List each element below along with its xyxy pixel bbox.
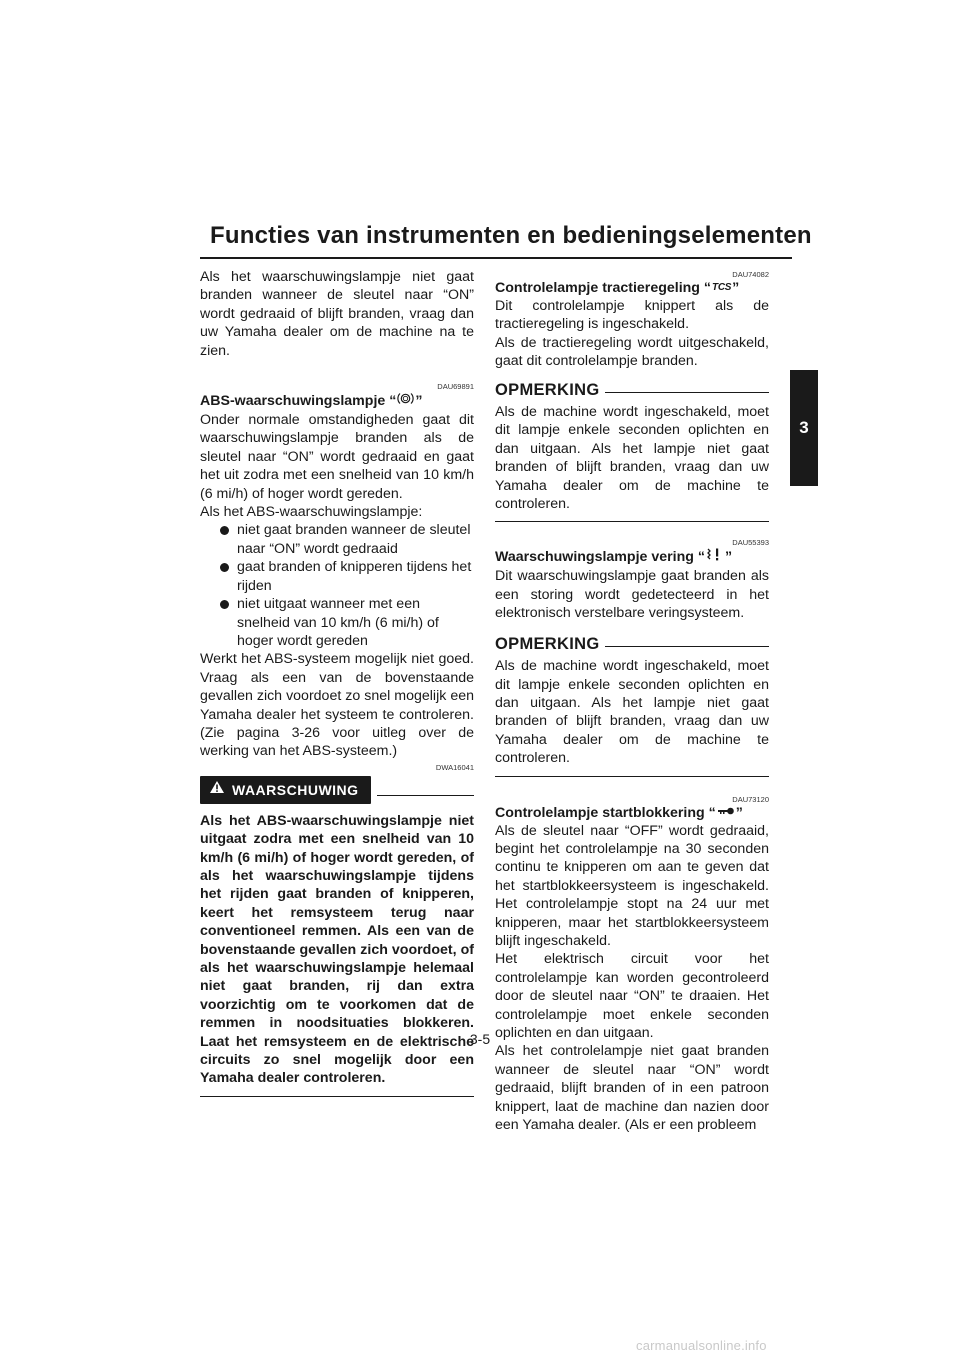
tcs-paragraph-1: Dit controlelampje knippert als de tractieregeling is ingeschakeld. — [495, 298, 769, 333]
abs-bullet-list — [200, 521, 474, 650]
warning-rule — [377, 795, 474, 796]
immobilizer-paragraph-3: Als het controlelampje niet gaat branden wanneer de sleutel naar “ON” wordt gedraaid, blijft branden of in een patroon knippert, laat de machine dan nazien door een Yamaha dealer. (Als er een probleem — [495, 1043, 769, 1134]
immobilizer-heading: Controlelampje startblokkering “ ” — [495, 804, 743, 821]
warning-end-rule — [200, 1096, 474, 1097]
tcs-icon: TCS — [712, 282, 732, 293]
list-item: gaat branden of knipperen tijdens het rijden — [220, 558, 474, 595]
suspension-heading: Waarschuwingslampje vering “ ” — [495, 549, 733, 566]
tcs-section-code: DAU74082 — [732, 270, 769, 279]
immobilizer-paragraph-2: Het elektrisch circuit voor het controlelampje kan worden gecontroleerd door de sleutel naar “ON” te draaien. Het controlelampje moet enkele seconden oplichten en dan uitgaan. — [495, 951, 769, 1041]
watermark: carmanualsonline.info — [636, 1338, 767, 1353]
list-item: niet uitgaat wanneer met een snelheid van 10 km/h (6 mi/h) of hoger wordt gereden — [220, 595, 474, 650]
key-icon — [717, 804, 735, 822]
suspension-warning-icon — [706, 547, 724, 567]
page-title: Functies van instrumenten en bedieningselementen — [210, 222, 812, 249]
suspension-section-code: DAU55393 — [732, 538, 769, 548]
bullet-icon — [220, 526, 229, 535]
bullet-icon — [220, 563, 229, 572]
immobilizer-paragraph-1: Als de sleutel naar “OFF” wordt gedraaid, begint het controlelampje na 30 seconden continu te knipperen om aan te geven dat het startblokkeersysteem is ingeschakeld. Het controlelampje stopt na 24 uur met knipperen, maar het startblokkeersysteem blijft ingeschakeld. — [495, 822, 769, 949]
warning-text: Als het ABS-waarschuwingslampje niet uitgaat zodra met een snelheid van 10 km/h (6 mi/h) of hoger wordt gereden, of als het waarschuwingslampje tijdens het rijden gaat branden of knipperen, keert het remsysteem terug naar conventioneel remmen. Als een van de bovenstaande gevallen zich voordoet, of als het waarschuwingslampje helemaal niet gaat branden, rij dan extra voorzichtig om te voorkomen dat de remmen in noodsituaties blokkeren. Laat het remsysteem en de elektrische circuits zo snel mogelijk door een Yamaha dealer controleren. — [200, 812, 474, 1087]
page-number: 3-5 — [469, 1031, 491, 1047]
note-rule — [605, 646, 769, 647]
abs-paragraph-2: Als het ABS-waarschuwingslampje: — [200, 504, 423, 521]
title-rule — [200, 257, 792, 259]
note-text: Als de machine wordt ingeschakeld, moet dit lampje enkele seconden oplichten en dan uitgaan. Als het lampje niet gaat branden of blijft branden, vraag dan uw Yamaha dealer om de machine te controleren. — [495, 658, 769, 767]
immobilizer-section-code: DAU73120 — [732, 794, 769, 804]
abs-paragraph-1: Onder normale omstandigheden gaat dit waarschuwingslampje branden als de sleutel naar “ON” wordt gedraaid en gaat het uit zodra met een snelheid van 10 km/h (6 mi/h) of hoger wordt gereden. — [200, 412, 474, 502]
note-label: OPMERKING — [495, 380, 600, 399]
note-heading — [495, 635, 769, 653]
intro-paragraph: Als het waarschuwingslampje niet gaat branden wanneer de sleutel naar “ON” wordt gedraaid of blijft branden, vraag dan uw Yamaha dealer om de machine na te zien. — [200, 269, 474, 359]
tcs-heading: Controlelampje tractieregeling “ TCS ” — [495, 280, 740, 296]
note-rule — [605, 392, 769, 393]
note-text: Als de machine wordt ingeschakeld, moet dit lampje enkele seconden oplichten en dan uitgaan. Als het lampje niet gaat branden of blijft branden, vraag dan uw Yamaha dealer om de machine te controleren. — [495, 404, 769, 513]
right-column — [495, 268, 769, 1134]
warning-triangle-icon — [209, 780, 225, 799]
warning-heading — [200, 776, 474, 804]
chapter-tab: 3 — [790, 370, 818, 486]
warning-label: WAARSCHUWING — [232, 781, 359, 798]
warning-code: DWA16041 — [435, 762, 474, 772]
left-column — [200, 268, 474, 1097]
abs-heading: ABS-waarschuwingslampje “ ” — [200, 393, 423, 410]
bullet-icon — [220, 600, 229, 609]
list-item: niet gaat branden wanneer de sleutel naar “ON” wordt gedraaid — [220, 521, 474, 558]
suspension-paragraph: Dit waarschuwingslampje gaat branden als een storing wordt gedetecteerd in het elektronisch verstelbare veringsysteem. — [495, 568, 769, 622]
note-heading — [495, 381, 769, 399]
note-label: OPMERKING — [495, 634, 600, 653]
abs-icon — [397, 391, 414, 411]
tcs-paragraph-2: Als de tractieregeling wordt uitgeschakeld, gaat dit controlelampje branden. — [495, 334, 769, 370]
abs-section-code: DAU69891 — [437, 382, 474, 392]
warning-badge — [200, 776, 371, 804]
abs-paragraph-3: Werkt het ABS-systeem mogelijk niet goed. Vraag als een van de bovenstaande gevallen zich voordoet zo snel mogelijk een Yamaha dealer het systeem te controleren. (Zie pagina 3-26 voor uitleg over de werking van het ABS-systeem.) — [200, 651, 474, 760]
